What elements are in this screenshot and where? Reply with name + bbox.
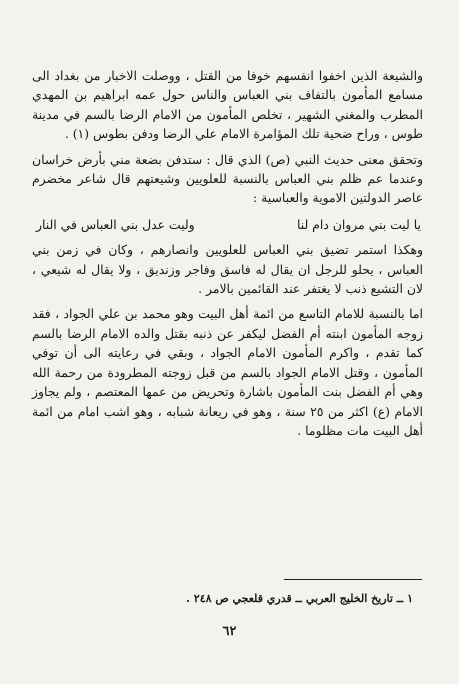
verse-second-hemistich: وليت عدل بني العباس في النار [36,216,195,232]
paragraph-4: اما بالنسبة للامام التاسع من ائمة أهل البيت وهو محمد بن علي الجواد ، فقد زوجه المأمون ابنته أم الفضل ليكفر عن ذنبه بقتل والده الامام الرضا بالسم كما تقدم ، واكرم المأمون الامام الجواد ، وبقي في رعايته الى أن توفي المأمون ، وقتل الامام الجواد بالسم من قبل زوجته المطرودة من رحمة الله وهي أم الفضل بنت المأمون باشارة وتحريض من عمها المعتصم ، ولم يجاوز الامام (ع) اكثر من ٢٥ سنة ، وهو في ريعانة شبابه ، وهو اشب امام من ائمة أهل البيت مات مظلوما . [32,306,423,438]
page-number: ٦٢ [222,624,237,639]
paragraph-3: وهكذا استمر تضيق بني العباس للعلويين وانصارهم ، وكان في زمن بني العباس ، يحلو للرجل ان يقال له فاسق وفاجر وزنديق ، ولا يقال له شيعي ، لان التشيع ذنب لا يغتفر عند القائمين بالامر . [32,242,423,297]
paragraph-1: والشيعة الذين اخفوا انفسهم خوفا من القتل ، ووصلت الاخبار من بغداد الى مسامع المأمون بالتفاف بني العباس والناس حول عمه ابراهيم بن المهدي المطرب والمغني الشهير ، تخلص المأمون من الامام الرضا بالسم في مدينة طوس ، وراح ضحية تلك المؤامرة الامام علي الرضا ودفن بطوس (١) . [32,68,423,142]
verse-first-hemistich: يا ليت بني مروان دام لنا [296,216,421,232]
footnote: ١ ــ تاريخ الخليج العربي ــ قدري قلعجي ص ٢٤٨ . [186,592,413,605]
poem-verse [32,215,423,234]
paragraph-2: وتحقق معنى حديث النبي (ص) الذي قال : ستدفن بضعة مني بأرض خراسان وعندما عم ظلم بني العباس بالنسبة للعلويين وشيعتهم قال شاعر مخضرم عاصر الدولتين الاموية والعباسية : [32,151,423,206]
footnote-divider [284,579,422,580]
